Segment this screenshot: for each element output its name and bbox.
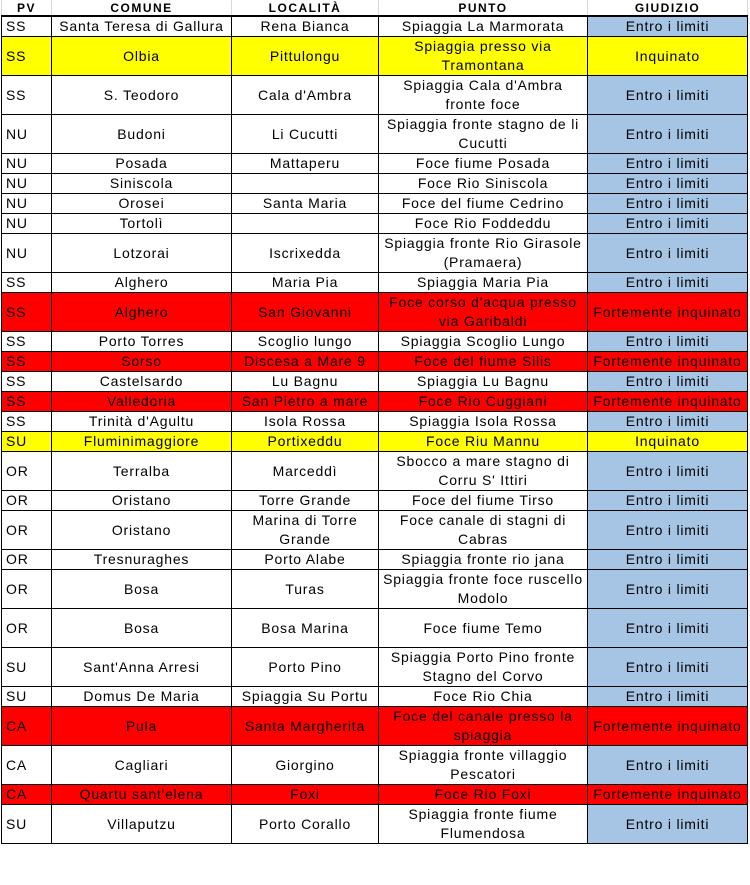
table-row — [2, 293, 748, 332]
cell-pv: SS — [2, 273, 52, 293]
cell-giudizio: Inquinato — [588, 37, 748, 76]
cell-localita: Rena Bianca — [232, 16, 379, 37]
table-row — [2, 352, 748, 372]
cell-localita: Porto Pino — [232, 648, 379, 687]
table-row — [2, 746, 748, 785]
cell-comune: Santa Teresa di Gallura — [52, 16, 232, 37]
table-row — [2, 609, 748, 648]
cell-punto: Spiaggia La Marmorata — [379, 16, 588, 37]
cell-pv: SS — [2, 332, 52, 352]
cell-pv: SU — [2, 432, 52, 452]
cell-localita: Foxi — [232, 785, 379, 805]
cell-punto: Foce fiume Posada — [379, 154, 588, 174]
cell-localita: Porto Alabe — [232, 550, 379, 570]
cell-comune: Lotzorai — [52, 234, 232, 273]
cell-giudizio: Entro i limiti — [588, 154, 748, 174]
cell-punto: Foce canale di stagni di Cabras — [379, 511, 588, 550]
cell-pv: NU — [2, 115, 52, 154]
cell-pv: SS — [2, 412, 52, 432]
cell-giudizio: Fortemente inquinato — [588, 293, 748, 332]
cell-comune: Posada — [52, 154, 232, 174]
cell-giudizio: Fortemente inquinato — [588, 785, 748, 805]
cell-punto: Spiaggia Isola Rossa — [379, 412, 588, 432]
cell-localita: Marina di Torre Grande — [232, 511, 379, 550]
table-row — [2, 76, 748, 115]
cell-pv: SU — [2, 648, 52, 687]
cell-comune: Siniscola — [52, 174, 232, 194]
cell-giudizio: Entro i limiti — [588, 214, 748, 234]
cell-comune: Villaputzu — [52, 805, 232, 844]
cell-localita: Mattaperu — [232, 154, 379, 174]
cell-punto: Foce Riu Mannu — [379, 432, 588, 452]
cell-punto: Spiaggia fronte stagno de li Cucutti — [379, 115, 588, 154]
cell-localita: Scoglio lungo — [232, 332, 379, 352]
cell-comune: Bosa — [52, 570, 232, 609]
cell-comune: Pula — [52, 707, 232, 746]
cell-pv: SS — [2, 293, 52, 332]
cell-punto: Foce del fiume Tirso — [379, 491, 588, 511]
cell-giudizio: Entro i limiti — [588, 412, 748, 432]
table-row — [2, 37, 748, 76]
table-row — [2, 115, 748, 154]
cell-punto: Spiaggia fronte Rio Girasole (Pramaera) — [379, 234, 588, 273]
cell-punto: Sbocco a mare stagno di Corru S' Ittiri — [379, 452, 588, 491]
cell-pv: NU — [2, 234, 52, 273]
table-row — [2, 174, 748, 194]
table-row — [2, 491, 748, 511]
cell-giudizio: Entro i limiti — [588, 372, 748, 392]
cell-pv: CA — [2, 785, 52, 805]
table-row — [2, 234, 748, 273]
cell-comune: Oristano — [52, 491, 232, 511]
table-row — [2, 273, 748, 293]
cell-localita: Cala d'Ambra — [232, 76, 379, 115]
table-row — [2, 214, 748, 234]
table-row — [2, 392, 748, 412]
table-row — [2, 452, 748, 491]
cell-giudizio: Fortemente inquinato — [588, 707, 748, 746]
cell-comune: Budoni — [52, 115, 232, 154]
table-row — [2, 372, 748, 392]
cell-giudizio: Entro i limiti — [588, 332, 748, 352]
cell-pv: NU — [2, 154, 52, 174]
header-comune: COMUNE — [52, 0, 232, 16]
cell-comune: Oristano — [52, 511, 232, 550]
cell-localita: Giorgino — [232, 746, 379, 785]
cell-punto: Foce Rio Foddeddu — [379, 214, 588, 234]
cell-localita: Portixeddu — [232, 432, 379, 452]
cell-comune: Alghero — [52, 293, 232, 332]
cell-punto: Foce del fiume Cedrino — [379, 194, 588, 214]
cell-giudizio: Entro i limiti — [588, 570, 748, 609]
cell-comune: Castelsardo — [52, 372, 232, 392]
cell-pv: SS — [2, 76, 52, 115]
cell-giudizio: Entro i limiti — [588, 491, 748, 511]
cell-localita: Bosa Marina — [232, 609, 379, 648]
cell-giudizio: Entro i limiti — [588, 115, 748, 154]
cell-pv: SU — [2, 805, 52, 844]
cell-pv: NU — [2, 174, 52, 194]
cell-giudizio: Entro i limiti — [588, 746, 748, 785]
cell-pv: SS — [2, 352, 52, 372]
cell-punto: Spiaggia Porto Pino fronte Stagno del Corvo — [379, 648, 588, 687]
cell-localita: San Pietro a mare — [232, 392, 379, 412]
cell-localita: Discesa a Mare 9 — [232, 352, 379, 372]
cell-punto: Spiaggia fronte fiume Flumendosa — [379, 805, 588, 844]
cell-giudizio: Entro i limiti — [588, 16, 748, 37]
cell-punto: Foce Rio Cuggiani — [379, 392, 588, 412]
cell-giudizio: Inquinato — [588, 432, 748, 452]
cell-localita: Porto Corallo — [232, 805, 379, 844]
cell-pv: SS — [2, 16, 52, 37]
table-row — [2, 511, 748, 550]
cell-localita: Marceddì — [232, 452, 379, 491]
cell-pv: SS — [2, 392, 52, 412]
cell-punto: Spiaggia Cala d'Ambra fronte foce — [379, 76, 588, 115]
cell-comune: Orosei — [52, 194, 232, 214]
cell-giudizio: Fortemente inquinato — [588, 352, 748, 372]
cell-giudizio: Entro i limiti — [588, 550, 748, 570]
table-row — [2, 194, 748, 214]
cell-localita — [232, 174, 379, 194]
table-row — [2, 16, 748, 37]
table-row — [2, 648, 748, 687]
cell-localita: San Giovanni — [232, 293, 379, 332]
table-row — [2, 785, 748, 805]
cell-pv: SS — [2, 37, 52, 76]
cell-comune: Olbia — [52, 37, 232, 76]
cell-comune: Cagliari — [52, 746, 232, 785]
cell-comune: Sorso — [52, 352, 232, 372]
cell-punto: Foce Rio Chia — [379, 687, 588, 707]
cell-localita: Pittulongu — [232, 37, 379, 76]
cell-comune: Terralba — [52, 452, 232, 491]
cell-punto: Foce Rio Foxi — [379, 785, 588, 805]
cell-comune: Tortolì — [52, 214, 232, 234]
cell-punto: Spiaggia Lu Bagnu — [379, 372, 588, 392]
cell-localita: Spiaggia Su Portu — [232, 687, 379, 707]
header-giudizio: GIUDIZIO — [588, 0, 748, 16]
cell-pv: OR — [2, 452, 52, 491]
cell-giudizio: Entro i limiti — [588, 648, 748, 687]
cell-punto: Spiaggia fronte foce ruscello Modolo — [379, 570, 588, 609]
table-row — [2, 707, 748, 746]
header-pv: PV — [2, 0, 52, 16]
cell-comune: Bosa — [52, 609, 232, 648]
cell-pv: CA — [2, 707, 52, 746]
cell-comune: Alghero — [52, 273, 232, 293]
cell-punto: Foce del fiume Silis — [379, 352, 588, 372]
table-row — [2, 805, 748, 844]
cell-pv: OR — [2, 609, 52, 648]
table-row — [2, 154, 748, 174]
cell-giudizio: Entro i limiti — [588, 609, 748, 648]
cell-punto: Foce fiume Temo — [379, 609, 588, 648]
cell-pv: NU — [2, 214, 52, 234]
header-punto: PUNTO — [379, 0, 588, 16]
header-localita: LOCALITÀ — [232, 0, 379, 16]
cell-pv: OR — [2, 570, 52, 609]
cell-comune: Valledoria — [52, 392, 232, 412]
cell-punto: Foce corso d'acqua presso via Garibaldi — [379, 293, 588, 332]
cell-comune: Fluminimaggiore — [52, 432, 232, 452]
cell-pv: OR — [2, 511, 52, 550]
cell-comune: Quartu sant'elena — [52, 785, 232, 805]
cell-localita: Torre Grande — [232, 491, 379, 511]
cell-punto: Spiaggia presso via Tramontana — [379, 37, 588, 76]
cell-punto: Foce del canale presso la spiaggia — [379, 707, 588, 746]
cell-comune: Trinità d'Agultu — [52, 412, 232, 432]
cell-localita: Iscrixedda — [232, 234, 379, 273]
cell-giudizio: Entro i limiti — [588, 687, 748, 707]
cell-punto: Spiaggia fronte villaggio Pescatori — [379, 746, 588, 785]
cell-comune: Domus De Maria — [52, 687, 232, 707]
table-row — [2, 550, 748, 570]
cell-localita — [232, 214, 379, 234]
results-table — [1, 0, 748, 844]
cell-comune: Tresnuraghes — [52, 550, 232, 570]
cell-giudizio: Entro i limiti — [588, 76, 748, 115]
cell-punto: Spiaggia Maria Pia — [379, 273, 588, 293]
cell-localita: Lu Bagnu — [232, 372, 379, 392]
cell-pv: OR — [2, 491, 52, 511]
cell-localita: Li Cucutti — [232, 115, 379, 154]
cell-comune: Porto Torres — [52, 332, 232, 352]
cell-pv: NU — [2, 194, 52, 214]
cell-punto: Foce Rio Siniscola — [379, 174, 588, 194]
cell-localita: Maria Pia — [232, 273, 379, 293]
table-row — [2, 687, 748, 707]
cell-localita: Isola Rossa — [232, 412, 379, 432]
cell-comune: S. Teodoro — [52, 76, 232, 115]
cell-localita: Turas — [232, 570, 379, 609]
table-row — [2, 332, 748, 352]
cell-pv: OR — [2, 550, 52, 570]
cell-punto: Spiaggia fronte rio jana — [379, 550, 588, 570]
cell-pv: SU — [2, 687, 52, 707]
cell-punto: Spiaggia Scoglio Lungo — [379, 332, 588, 352]
cell-giudizio: Entro i limiti — [588, 234, 748, 273]
cell-giudizio: Entro i limiti — [588, 511, 748, 550]
cell-giudizio: Entro i limiti — [588, 452, 748, 491]
table-row — [2, 412, 748, 432]
table-header-row — [2, 0, 748, 16]
table-row — [2, 570, 748, 609]
cell-pv: SS — [2, 372, 52, 392]
cell-pv: CA — [2, 746, 52, 785]
cell-localita: Santa Maria — [232, 194, 379, 214]
cell-giudizio: Entro i limiti — [588, 174, 748, 194]
cell-localita: Santa Margherita — [232, 707, 379, 746]
cell-comune: Sant'Anna Arresi — [52, 648, 232, 687]
cell-giudizio: Entro i limiti — [588, 805, 748, 844]
cell-giudizio: Entro i limiti — [588, 273, 748, 293]
cell-giudizio: Fortemente inquinato — [588, 392, 748, 412]
cell-giudizio: Entro i limiti — [588, 194, 748, 214]
table-row — [2, 432, 748, 452]
